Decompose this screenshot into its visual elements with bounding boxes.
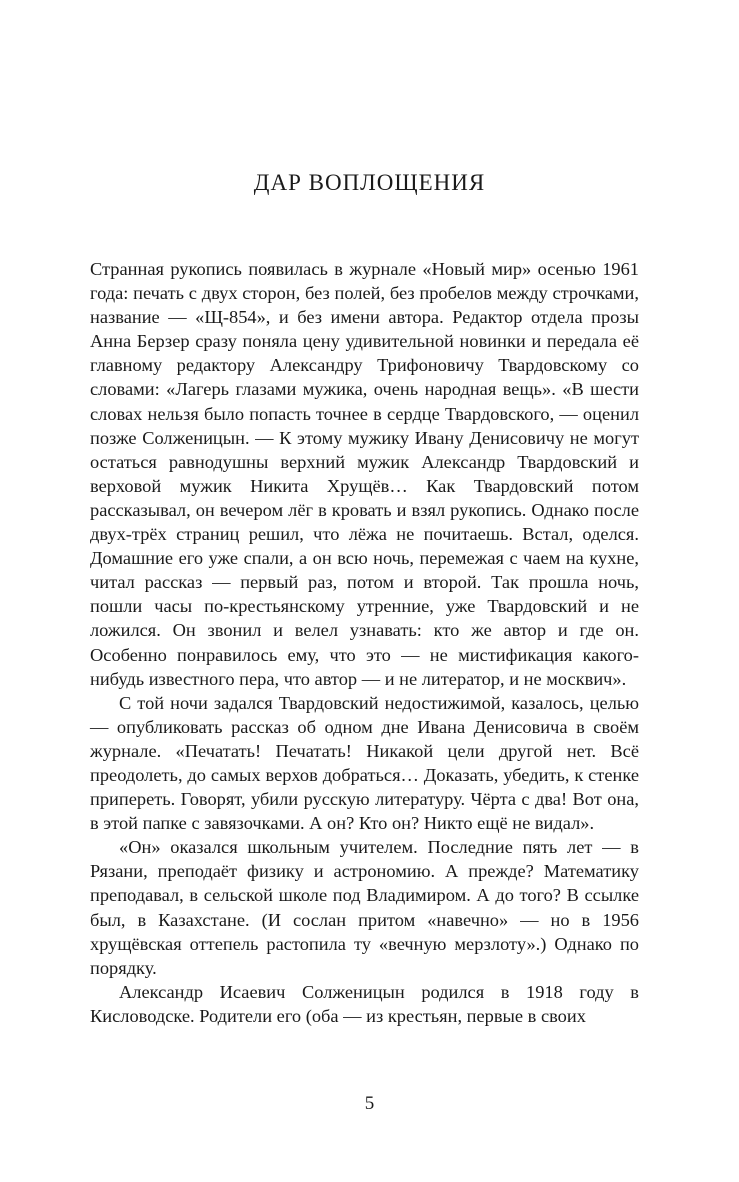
chapter-title: ДАР ВОПЛОЩЕНИЯ (253, 170, 486, 195)
page-number: 5 (364, 1093, 375, 1114)
paragraph-1: Странная рукопись появилась в журнале «Новый мир» осенью 1961 года: печать с двух сторон, без полей, без пробелов между строчками, название — «Щ-854», и без имени автора. Редактор отдела прозы Анна Берзер сразу поняла цену удивительной новинки и передала её главному редактору Александру Трифоновичу Твардовскому со словами: «Лагерь глазами мужика, очень народная вещь». «В шести словах нельзя было попасть точнее в сердце Твардовского, — оценил позже Солженицын. — К этому мужику Ивану Денисовичу не могут остаться равнодушны верхний мужик Александр Твардовский и верховой мужик Никита Хрущёв… Как Твардовский потом рассказывал, он вечером лёг в кровать и взял рукопись. Однако после двух-трёх страниц решил, что лёжа не почитаешь. Встал, оделся. Домашние его уже спали, а он всю ночь, перемежая с чаем на кухне, читал рассказ — первый раз, потом и второй. Так прошла ночь, пошли часы по-крестьянскому утренние, уже Твардовский и не ложился. Он звонил и велел узнавать: кто же автор и где он. Особенно понравилось ему, что это — не мистификация какого-нибудь известного пера, что автор — и не литератор, и не москвич». (90, 259, 639, 689)
body-text (90, 257, 639, 1028)
paragraph-4: Александр Исаевич Солженицын родился в 1918 году в Кисловодске. Родители его (оба — из крестьян, первые в своих (90, 981, 639, 1026)
paragraph-3: «Он» оказался школьным учителем. Последние пять лет — в Рязани, преподаёт физику и астрономию. А прежде? Математику преподавал, в сельской школе под Владимиром. А до того? В ссылке был, в Казахстане. (И сослан притом «навечно» — но в 1956 хрущёвская оттепель растопила ту «вечную мерзлоту».) Однако по порядку. (90, 837, 639, 978)
paragraph-2: С той ночи задался Твардовский недостижимой, казалось, целью — опубликовать рассказ об одном дне Ивана Денисовича в своём журнале. «Печатать! Печатать! Никакой цели другой нет. Всё преодолеть, до самых верхов добраться… Доказать, убедить, к стенке припереть. Говорят, убили русскую литературу. Чёрта с два! Вот она, в этой папке с завязочками. А он? Кто он? Никто ещё не видал». (90, 692, 639, 834)
